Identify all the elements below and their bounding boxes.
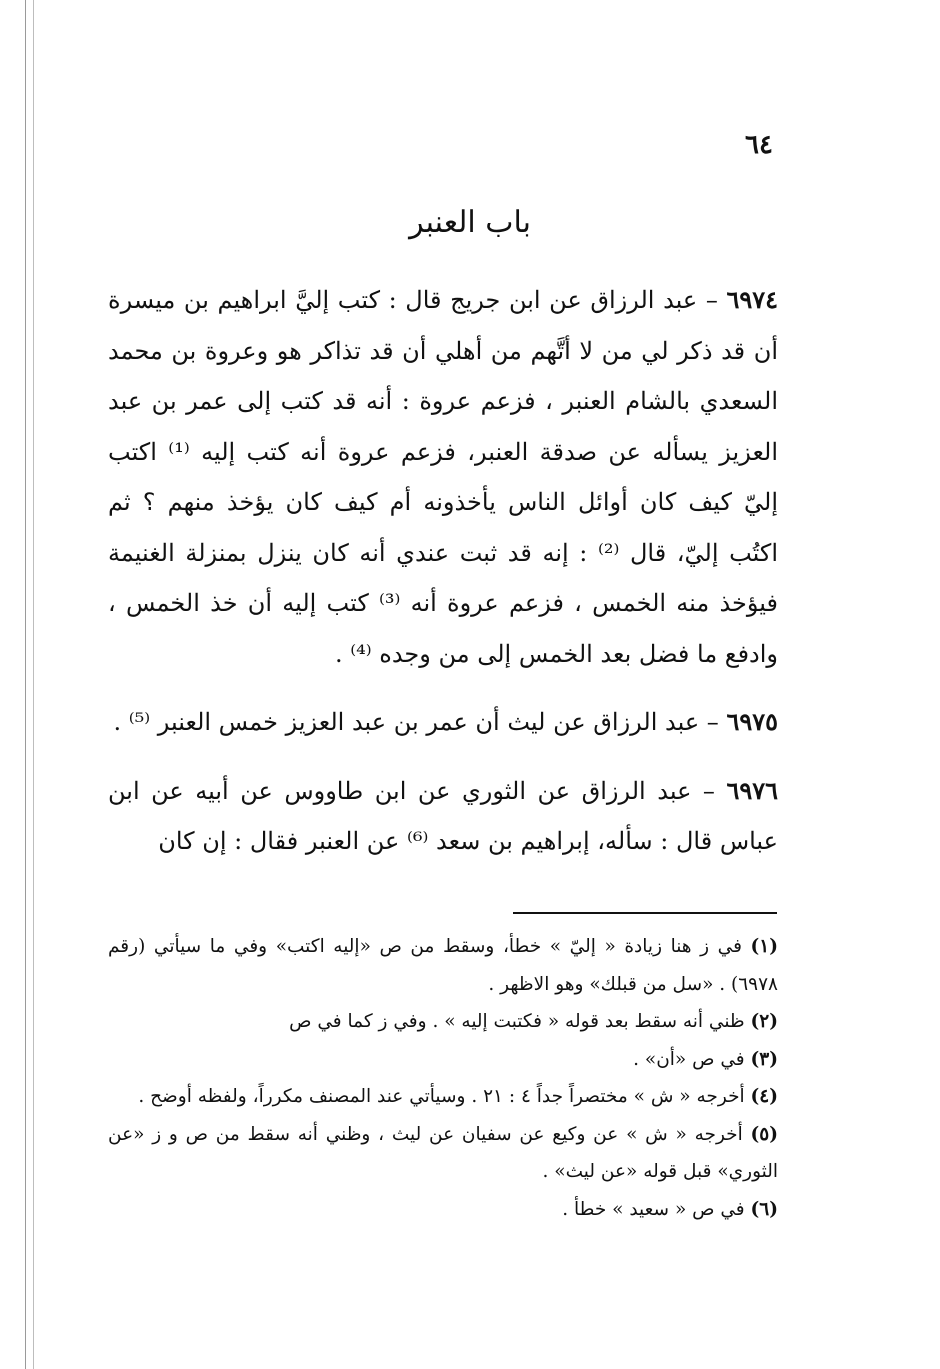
footnote-mark: (٥) bbox=[750, 1123, 778, 1145]
footnote-mark: (٢) bbox=[750, 1011, 778, 1032]
footnote bbox=[108, 1116, 778, 1191]
footnote bbox=[108, 928, 778, 1003]
entry-number: ٦٩٧٥ bbox=[726, 707, 778, 736]
page-number: ٦٤ bbox=[745, 130, 773, 160]
footnote-separator bbox=[513, 912, 777, 914]
footnote bbox=[108, 1041, 778, 1079]
footnote-mark: (٤) bbox=[750, 1086, 778, 1107]
footnote-mark: (٣) bbox=[750, 1048, 778, 1070]
footnote bbox=[108, 1003, 778, 1041]
hadith-entry bbox=[108, 697, 778, 748]
entry-text: – عبد الرزاق عن ليث أن عمر بن عبد العزيز خمس العنبر ⁽⁵⁾ . bbox=[113, 708, 727, 736]
footnote bbox=[108, 1078, 778, 1116]
entry-number: ٦٩٧٦ bbox=[726, 775, 778, 805]
main-text bbox=[108, 275, 778, 885]
footnote-text: أخرجه « ش » عن وكيع عن سفيان عن ليث ، وظني أنه سقط من ص و ز «عن الثوري» قبل قوله «عن ليث» . bbox=[108, 1123, 778, 1182]
footnotes bbox=[108, 928, 778, 1228]
footnote-text: في ص « سعيد » خطأ . bbox=[562, 1198, 751, 1220]
scan-edge-line-inner bbox=[33, 0, 34, 1369]
footnote-text: ظني أنه سقط بعد قوله « فكتبت إليه » . وفي ز كما في ص bbox=[289, 1011, 751, 1032]
hadith-entry bbox=[108, 766, 778, 867]
footnote-text: في ز هنا زيادة « إليّ » خطأ، وسقط من ص «إليه اكتب» وفي ما سيأتي (رقم ٦٩٧٨) . «سل من قبلك» وهو الاظهر . bbox=[108, 936, 778, 995]
footnote-text: أخرجه « ش » مختصراً جداً ٤ : ٢١ . وسيأتي عند المصنف مكرراً، ولفظه أوضح . bbox=[138, 1086, 751, 1107]
footnote-mark: (١) bbox=[750, 936, 778, 957]
hadith-entry bbox=[108, 275, 778, 679]
chapter-title: باب العنبر bbox=[409, 205, 531, 240]
scan-edge-line-left bbox=[25, 0, 26, 1369]
entry-text: – عبد الرزاق عن الثوري عن ابن طاووس عن أبيه عن ابن عباس قال : سأله، إبراهيم بن سعد ⁽⁶⁾ عن العنبر فقال : إن كان bbox=[108, 776, 778, 855]
footnote-text: في ص «أن» . bbox=[633, 1048, 751, 1070]
footnote bbox=[108, 1191, 778, 1229]
entry-number: ٦٩٧٤ bbox=[726, 285, 778, 314]
entry-text: – عبد الرزاق عن ابن جريج قال : كتب إليَّ ابراهيم بن ميسرة أن قد ذكر لي من لا أتَّهم من أهلي أن قد تذاكر هو وعروة بن محمد السعدي بالشام العنبر ، فزعم عروة : أنه قد كتب إلى عمر بن عبد العزيز يسأله عن صدقة العنبر، فزعم عروة أنه كتب إليه ⁽¹⁾ اكتب إليّ كيف كان أوائل الناس يأخذونه أم كيف كان يؤخذ منهم ؟ ثم اكتُب إليّ، قال ⁽²⁾ : إنه قد ثبت عندي أنه كان ينزل بمنزلة الغنيمة فيؤخذ منه الخمس ، فزعم عروة أنه ⁽³⁾ كتب إليه أن خذ الخمس ، وادفع ما فضل بعد الخمس إلى من وجده ⁽⁴⁾ . bbox=[108, 286, 779, 668]
footnote-mark: (٦) bbox=[750, 1198, 778, 1220]
